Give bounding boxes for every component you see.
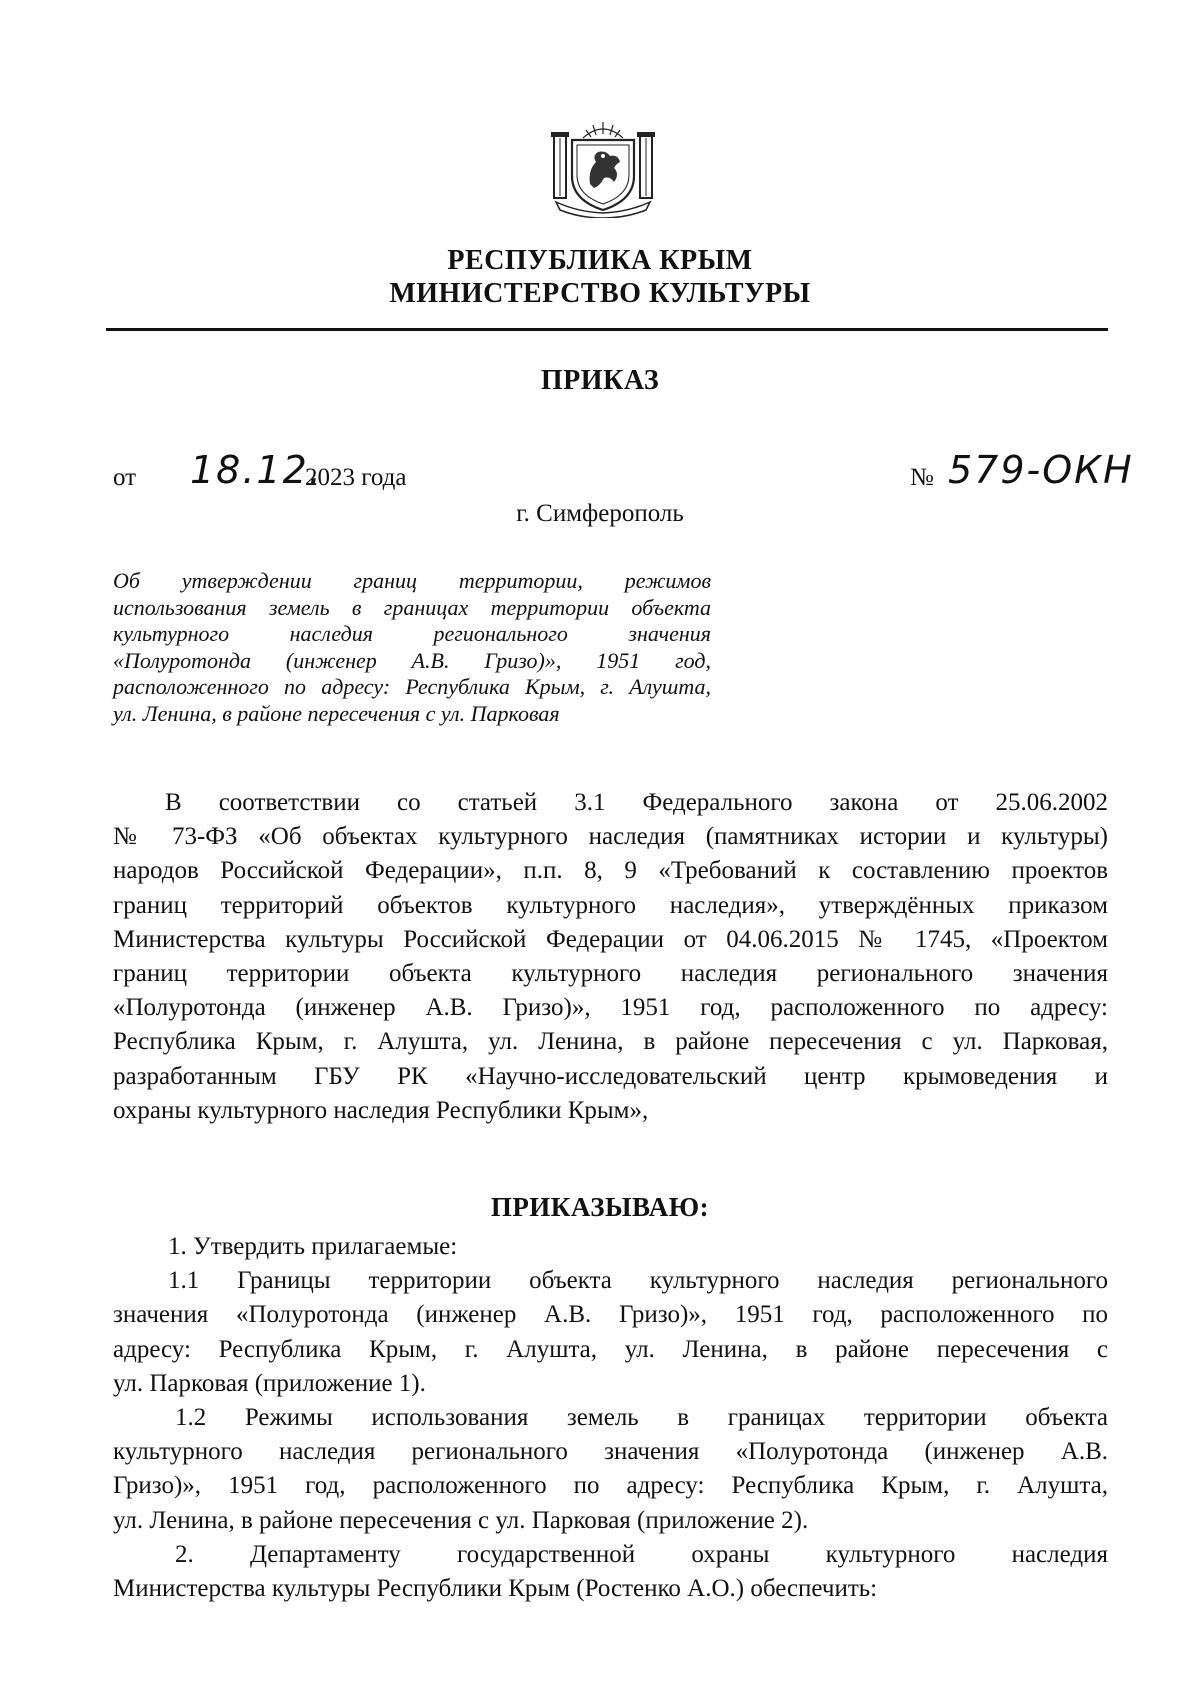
order-line: адресу: Республика Крым, г. Алушта, ул. Ленина, в районе пересечения с — [113, 1335, 1108, 1363]
handwritten-number: 579-ОКН — [948, 448, 1134, 492]
preamble-line: «Полуротонда (инженер А.В. Гризо)», 1951 год, расположенного по адресу: — [113, 994, 1108, 1022]
preamble-paragraph — [113, 786, 1108, 1128]
order-directive-title: ПРИКАЗЫВАЮ: — [490, 1192, 710, 1222]
order-line: ул. Ленина, в районе пересечения с ул. Парковая (приложение 2). — [113, 1506, 809, 1534]
subject-line: использования земель в границах территории объекта — [113, 594, 711, 620]
order-items — [113, 1230, 1108, 1606]
order-subject — [113, 568, 711, 728]
order-line: 1. Утвердить прилагаемые: — [168, 1233, 458, 1260]
subject-line: культурного наследия регионального значения — [113, 621, 711, 647]
order-line: 2. Департаменту государственной охраны культурного наследия — [175, 1540, 1108, 1568]
preamble-line: Республика Крым, г. Алушта, ул. Ленина, в районе пересечения с ул. Парковая, — [113, 1028, 1108, 1056]
subject-line: «Полуротонда (инженер А.В. Гризо)», 1951 год, — [113, 647, 711, 673]
subject-line: Об утверждении границ территории, режимов — [113, 568, 711, 593]
preamble-line: народов Российской Федерации», п.п. 8, 9 «Требований к составлению проектов — [113, 857, 1108, 885]
preamble-line: В соответствии со статьей 3.1 Федерального закона от 25.06.2002 — [165, 789, 1108, 816]
number-prefix: № — [910, 464, 934, 491]
date-year: 2023 года — [305, 464, 407, 491]
subject-line: расположенного по адресу: Республика Крым, г. Алушта, — [113, 674, 711, 700]
order-line: ул. Парковая (приложение 1). — [113, 1369, 426, 1397]
ministry-title: МИНИСТЕРСТВО КУЛЬТУРЫ — [389, 278, 811, 309]
subject-line: ул. Ленина, в районе пересечения с ул. Парковая — [113, 700, 560, 726]
preamble-line: Министерства культуры Российской Федерации от 04.06.2015 № 1745, «Проектом — [113, 925, 1108, 953]
order-line: 1.1 Границы территории объекта культурного наследия регионального — [168, 1267, 1108, 1295]
order-line: культурного наследия регионального значения «Полуротонда (инженер А.В. — [113, 1438, 1108, 1466]
order-line: Министерства культуры Республики Крым (Ростенко А.О.) обеспечить: — [113, 1575, 878, 1603]
order-line: Гризо)», 1951 год, расположенного по адресу: Республика Крым, г. Алушта, — [113, 1472, 1108, 1500]
document-type-title: ПРИКАЗ — [540, 365, 660, 396]
republic-title: РЕСПУБЛИКА КРЫМ — [447, 245, 753, 276]
preamble-line: № 73-ФЗ «Об объектах культурного наследия (памятниках истории и культуры) — [113, 823, 1108, 851]
preamble-line: разработанным ГБУ РК «Научно-исследовательский центр крымоведения и — [113, 1062, 1108, 1090]
order-line: значения «Полуротонда (инженер А.В. Гризо)», 1951 год, расположенного по — [113, 1301, 1108, 1329]
city: г. Симферополь — [516, 500, 684, 527]
handwritten-date: 18.12. — [190, 448, 323, 492]
header-divider — [106, 328, 1108, 331]
date-prefix: от — [113, 464, 137, 491]
preamble-line: охраны культурного наследия Республики Крым», — [113, 1096, 649, 1124]
preamble-line: границ территории объекта культурного наследия регионального значения — [113, 960, 1108, 988]
order-line: 1.2 Режимы использования земель в границах территории объекта — [175, 1404, 1108, 1432]
coat-of-arms-icon — [548, 118, 658, 218]
preamble-line: границ территорий объектов культурного наследия», утверждённых приказом — [113, 891, 1108, 919]
